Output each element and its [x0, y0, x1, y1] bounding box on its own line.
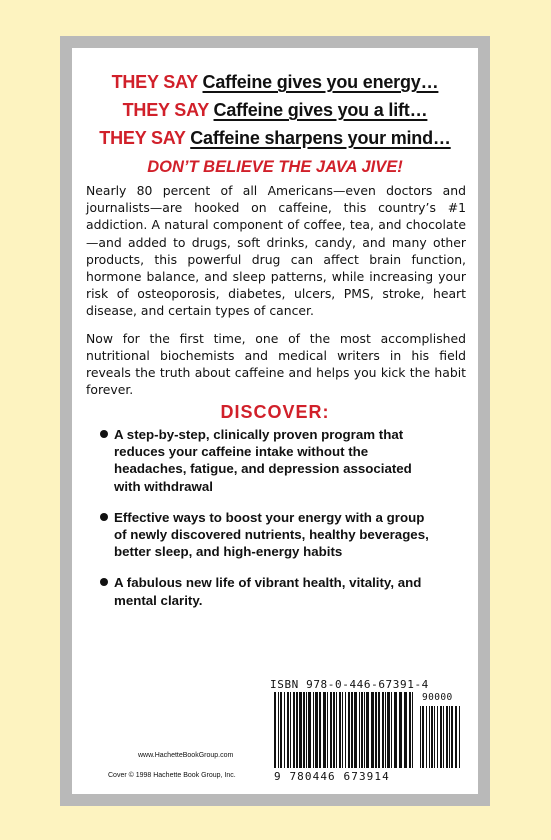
- publisher-website: www.HachetteBookGroup.com: [138, 752, 234, 759]
- bullet-icon: [100, 513, 108, 521]
- back-cover-panel: [72, 48, 478, 794]
- headline-claim: Caffeine gives you a lift…: [213, 100, 428, 120]
- headline-say: THEY SAY: [122, 100, 209, 120]
- list-item: [100, 509, 430, 561]
- description: [86, 182, 466, 398]
- bullet-text: Effective ways to boost your energy with a group of newly discovered nutrients, healthy beverages, better sleep, and high-energy habits: [114, 509, 429, 560]
- isbn-label: ISBN 978-0-446-67391-4: [270, 678, 429, 691]
- headline-say: THEY SAY: [99, 128, 186, 148]
- bullet-icon: [100, 578, 108, 586]
- list-item: [100, 574, 430, 608]
- headline-2: [72, 96, 478, 124]
- headline-block: [72, 68, 478, 180]
- list-item: [100, 426, 430, 495]
- discover-heading: DISCOVER:: [220, 402, 330, 422]
- headline-claim: Caffeine gives you energy…: [202, 72, 439, 92]
- paragraph: Now for the first time, one of the most accomplished nutritional biochemists and medical writers in his field reveals the truth about caffeine and helps you kick the habit forever.: [86, 330, 466, 398]
- headline-3: [72, 124, 478, 152]
- barcode-icon: [268, 692, 464, 772]
- bullet-text: A step-by-step, clinically proven program that reduces your caffeine intake without the headaches, fatigue, and depression associated with withdrawal: [114, 427, 412, 494]
- bullet-icon: [100, 430, 108, 438]
- paragraph: Nearly 80 percent of all Americans—even doctors and journalists—are hooked on caffeine, this country’s #1 addiction. A natural component of coffee, tea, and chocolate—and added to drugs, soft drinks, candy, and many other products, this powerful drug can affect brain function, hormone balance, and sleep patterns, while increasing your risk of osteoporosis, diabetes, ulcers, PMS, stroke, heart disease, and certain types of cancer.: [86, 183, 466, 319]
- copyright: Cover © 1998 Hachette Book Group, Inc.: [108, 772, 236, 779]
- bullet-text: A fabulous new life of vibrant health, vitality, and mental clarity.: [114, 575, 422, 608]
- headline-claim: Caffeine sharpens your mind…: [190, 128, 451, 148]
- headline-1: [72, 68, 478, 96]
- barcode-number: 9 780446 673914: [274, 770, 390, 783]
- bullet-list: [100, 426, 430, 623]
- barcode-addon-number: 90000: [422, 692, 453, 703]
- headline-say: THEY SAY: [111, 72, 198, 92]
- tagline: DON’T BELIEVE THE JAVA JIVE!: [147, 158, 403, 176]
